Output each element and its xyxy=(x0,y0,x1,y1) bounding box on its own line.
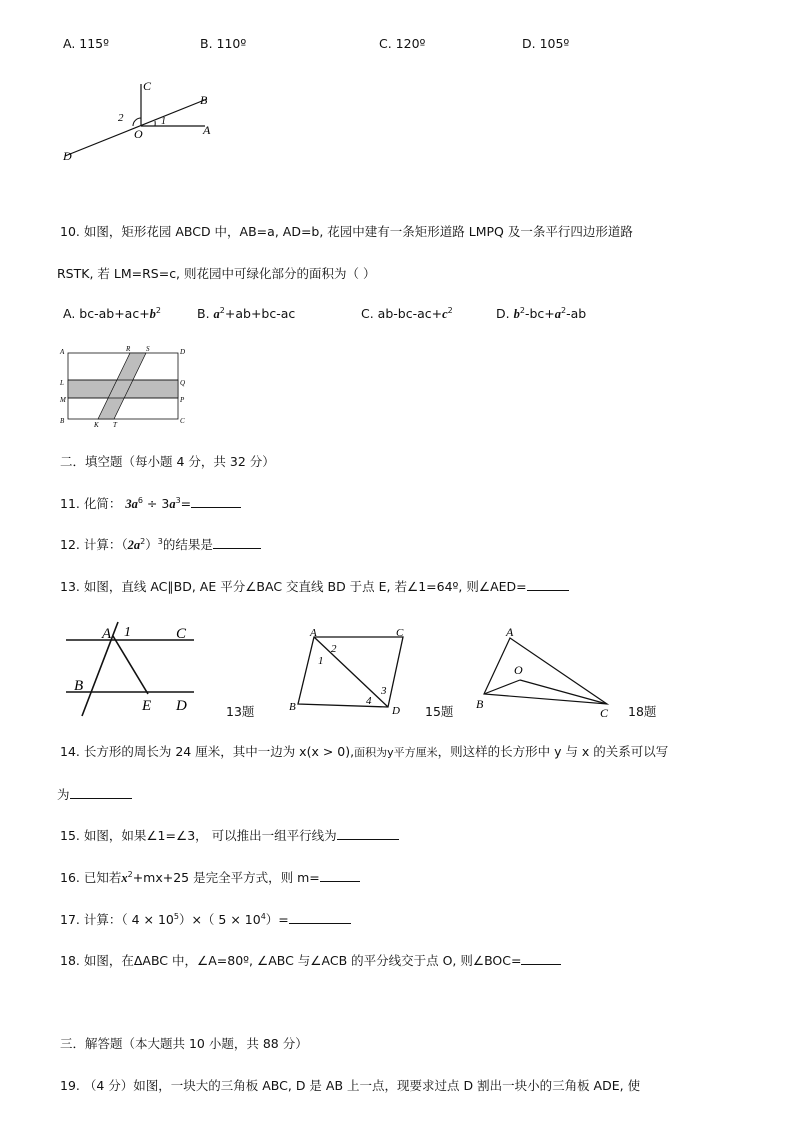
q10-label-a: A xyxy=(60,348,65,356)
q11-answer-blank[interactable] xyxy=(191,496,241,508)
fig13-label-1: 1 xyxy=(124,625,131,640)
q12: 12. 计算：$(2a^2)^3$的结果是 xyxy=(60,535,261,553)
q10-label-p: P xyxy=(180,396,185,404)
fig13-label-c: C xyxy=(176,626,187,642)
q10-option-b: B. $a^2+ab+bc-ac$ xyxy=(197,306,296,322)
q16-answer-blank[interactable] xyxy=(320,870,360,882)
caption-13: 13题 xyxy=(226,704,255,719)
q10-garden-figure xyxy=(58,343,190,429)
q16: 16. 已知若$x^2+mx+25$ 是完全平方式，则 m= xyxy=(60,868,360,886)
fig18-label-o: O xyxy=(514,663,523,677)
q18-answer-blank[interactable] xyxy=(521,953,561,965)
fig15-label-4: 4 xyxy=(366,695,372,707)
q9-label-c: C xyxy=(143,79,152,93)
fig15-label-a: A xyxy=(310,627,317,639)
q17-answer-blank[interactable] xyxy=(289,912,351,924)
fig18-triangle xyxy=(474,624,619,718)
q15: 15. 如图，如果∠1=∠3， 可以推出一组平行线为 xyxy=(60,826,399,844)
q10-label-m: M xyxy=(60,396,66,404)
fig15-label-1: 1 xyxy=(318,655,324,667)
q10-option-d: D. $b^2-bc+a^2-ab$ xyxy=(496,306,587,322)
q9-option-c: C. 120º xyxy=(379,36,426,51)
q19-line1: 19. （4 分）如图，一块大的三角板 ABC, D 是 AB 上一点，现要求过点 D 割出一块小的三角板 ADE, 使 xyxy=(60,1078,641,1093)
fig15-label-c: C xyxy=(396,627,404,639)
fig18-label-b: B xyxy=(476,697,484,711)
section3-title: 三．解答题（本大题共 10 小题，共 88 分） xyxy=(60,1036,308,1051)
q9-label-o: O xyxy=(134,127,143,141)
q10-label-d: D xyxy=(180,348,186,356)
q14-answer-blank[interactable] xyxy=(70,787,132,799)
q10-line1: 10. 如图，矩形花园 ABCD 中，AB=a, AD=b, 花园中建有一条矩形道路 LMPQ 及一条平行四边形道路 xyxy=(60,224,633,239)
q9-label-a: A xyxy=(203,123,211,137)
q11: 11. 化简： $3a^6 \div 3a^3=$ xyxy=(60,494,241,512)
q10-label-s: S xyxy=(146,345,150,353)
q10-label-l: L xyxy=(60,379,64,387)
fig15-label-3: 3 xyxy=(381,685,387,697)
fig18-label-a: A xyxy=(506,625,514,639)
q9-label-d: D xyxy=(63,149,72,163)
q10-option-c: C. $ab-bc-ac+c^2$ xyxy=(361,306,453,322)
q9-option-b: B. 110º xyxy=(200,36,247,51)
fig15-label-b: B xyxy=(289,701,296,713)
q9-option-a: A. 115º xyxy=(63,36,110,51)
q14-line2: 为 xyxy=(57,785,132,803)
fig13-label-a: A xyxy=(102,626,112,642)
q14-line1: 14. 长方形的周长为 24 厘米，其中一边为 x(x > 0),面积为y平方厘米，则这样的长方形中 y 与 x 的关系可以写 xyxy=(60,744,669,759)
q9-label-angle1: 1 xyxy=(161,116,166,127)
fig13-parallel-lines xyxy=(66,618,196,718)
fig15-label-d: D xyxy=(392,705,400,717)
q10-label-r: R xyxy=(126,345,131,353)
q9-label-b: B xyxy=(200,93,208,107)
q10-label-t: T xyxy=(113,421,117,429)
q10-line2: RSTK, 若 LM=RS=c, 则花园中可绿化部分的面积为（ ） xyxy=(57,266,376,281)
q13: 13. 如图，直线 AC∥BD, AE 平分∠BAC 交直线 BD 于点 E, 若∠1=64º, 则∠AED= xyxy=(60,577,569,595)
q9-angle-figure xyxy=(55,76,225,166)
caption-15: 15题 xyxy=(425,704,454,719)
q9-option-d: D. 105º xyxy=(522,36,570,51)
q10-label-b: B xyxy=(60,417,65,425)
fig13-label-b: B xyxy=(74,678,84,694)
caption-18: 18题 xyxy=(628,704,657,719)
fig18-label-c: C xyxy=(600,706,609,718)
section2-title: 二．填空题（每小题 4 分，共 32 分） xyxy=(60,454,275,469)
fig15-quadrilateral xyxy=(288,622,428,718)
q9-label-angle2: 2 xyxy=(118,112,124,124)
q10-option-a: A. $bc-ab+ac+b^2$ xyxy=(63,306,162,322)
q15-answer-blank[interactable] xyxy=(337,828,399,840)
q10-label-k: K xyxy=(94,421,99,429)
fig13-label-e: E xyxy=(142,698,152,714)
q17: 17. 计算：（ $4 \times 10^5)\times$（ $5 \times 10^4)=$ xyxy=(60,910,351,928)
q10-label-c: C xyxy=(180,417,185,425)
fig15-label-2: 2 xyxy=(331,643,337,655)
q12-answer-blank[interactable] xyxy=(213,537,261,549)
fig13-label-d: D xyxy=(176,698,187,714)
q18: 18. 如图，在ΔABC 中，∠A=80º, ∠ABC 与∠ACB 的平分线交于点 O, 则∠BOC= xyxy=(60,951,561,969)
q13-answer-blank[interactable] xyxy=(527,579,569,591)
q10-label-q: Q xyxy=(180,379,186,387)
